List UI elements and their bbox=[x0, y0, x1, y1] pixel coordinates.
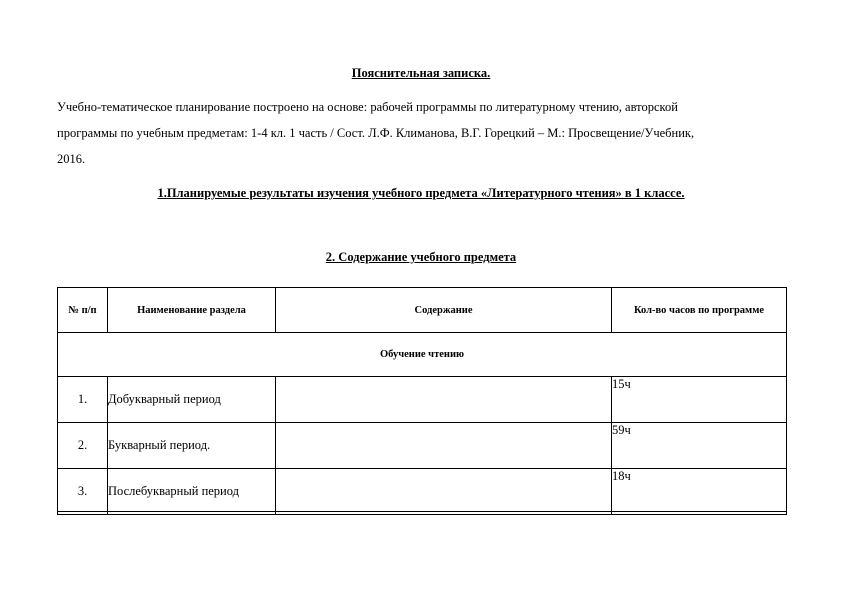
intro-line: программы по учебным предметам: 1-4 кл. 1 часть / Сост. Л.Ф. Климанова, В.Г. Горецкий – М.: Просвещение/Учебник, bbox=[57, 126, 695, 140]
header-content: Содержание bbox=[276, 288, 612, 333]
section1-heading: 1.Планируемые результаты изучения учебного предмета «Литературного чтения» в 1 классе. bbox=[157, 186, 685, 200]
table-bottom-rule bbox=[57, 511, 786, 512]
row-hours: 18ч bbox=[612, 469, 787, 515]
row-content bbox=[276, 469, 612, 515]
header-section-name: Наименование раздела bbox=[108, 288, 276, 333]
row-number: 1. bbox=[58, 377, 108, 423]
header-hours: Кол-во часов по программе bbox=[612, 288, 787, 333]
document-title: Пояснительная записка. bbox=[351, 66, 491, 80]
row-number: 3. bbox=[58, 469, 108, 515]
row-section-name: Послебукварный период bbox=[108, 469, 276, 515]
intro-paragraph bbox=[57, 94, 787, 172]
row-number: 2. bbox=[58, 423, 108, 469]
row-section-name: Букварный период. bbox=[108, 423, 276, 469]
header-number: № п/п bbox=[58, 288, 108, 333]
row-content bbox=[276, 377, 612, 423]
intro-line: Учебно-тематическое планирование построено на основе: рабочей программы по литературному чтению, авторской bbox=[57, 100, 678, 114]
content-table bbox=[57, 287, 787, 515]
group-title: Обучение чтению bbox=[58, 333, 787, 377]
table-group-row bbox=[58, 333, 787, 377]
row-content bbox=[276, 423, 612, 469]
row-hours: 15ч bbox=[612, 377, 787, 423]
row-section-name: Добукварный период bbox=[108, 377, 276, 423]
table-row bbox=[58, 377, 787, 423]
row-hours: 59ч bbox=[612, 423, 787, 469]
intro-line: 2016. bbox=[57, 152, 86, 166]
table-header-row bbox=[58, 288, 787, 333]
section2-heading: 2. Содержание учебного предмета bbox=[325, 250, 517, 264]
table-row bbox=[58, 423, 787, 469]
table-row bbox=[58, 469, 787, 515]
